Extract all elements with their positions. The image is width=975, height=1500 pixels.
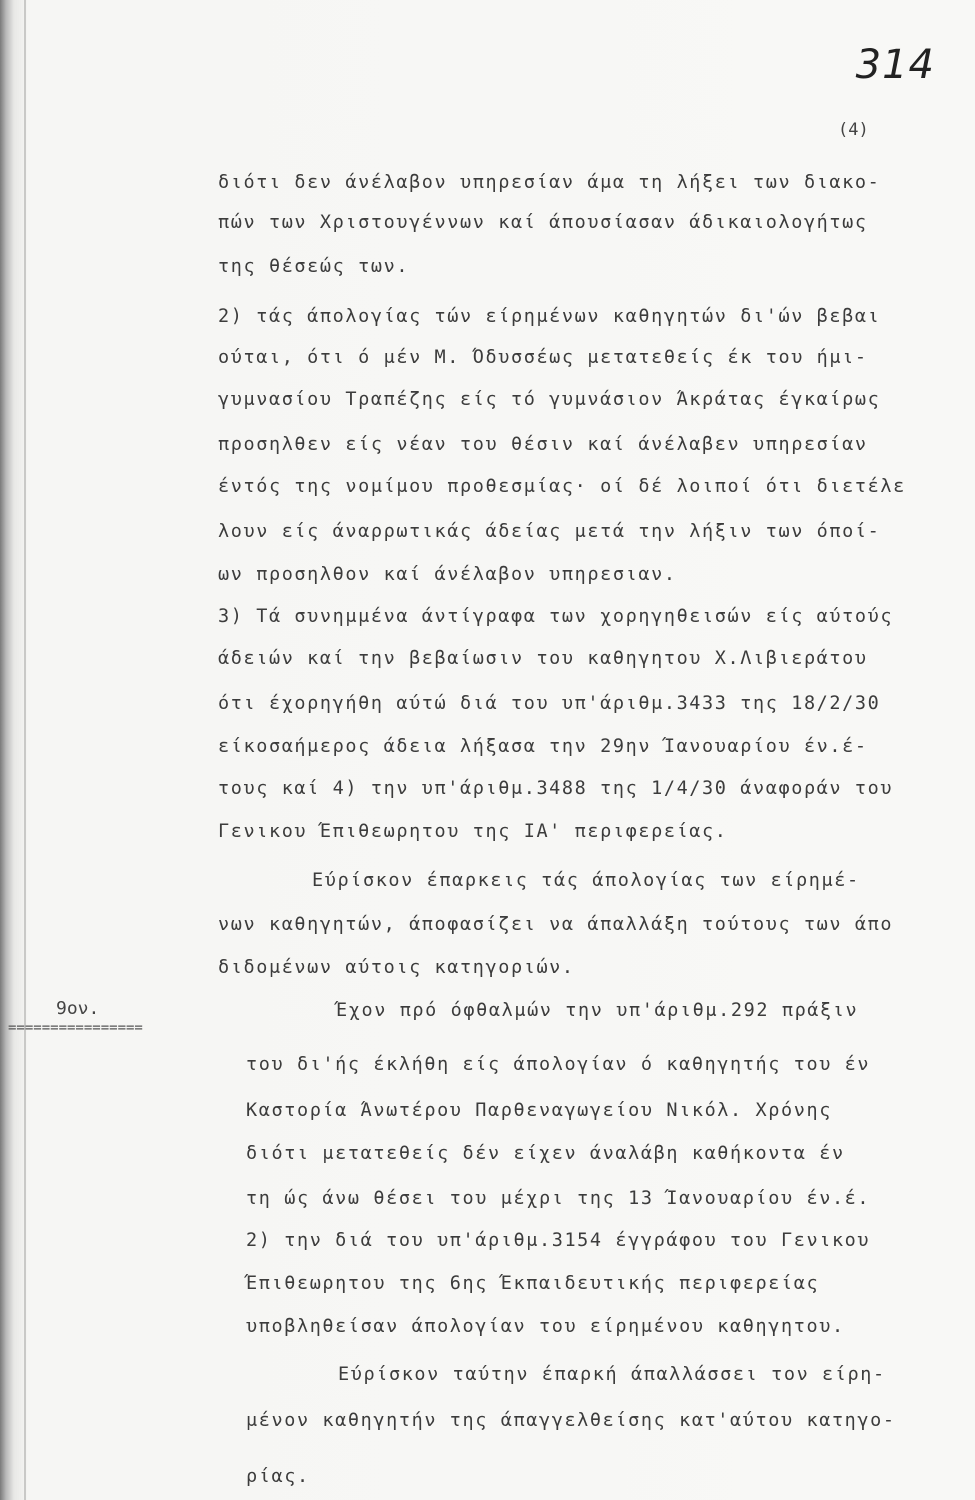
text-line: Εύρίσκον έπαρκεις τάς άπολογίας των είρημέ-: [312, 870, 860, 891]
text-line: υποβληθείσαν άπολογίαν του είρημένου καθηγητου.: [246, 1316, 845, 1337]
text-line: 2) τάς άπολογίας τών είρημένων καθηγητών δι'ών βεβαι: [218, 306, 881, 327]
text-line: νων καθηγητών, άποφασίζει να άπαλλάξη τούτους των άπο: [218, 914, 894, 935]
text-line: Εύρίσκον ταύτην έπαρκή άπαλλάσσει τον είρη-: [338, 1364, 886, 1385]
text-line: Καστορία Άνωτέρου Παρθεναγωγείου Νικόλ. Χρόνης: [246, 1100, 832, 1121]
text-line: του δι'ής έκλήθη είς άπολογίαν ό καθηγητής του έν: [246, 1054, 871, 1075]
page-number: (4): [838, 120, 869, 140]
text-line: ρίας.: [246, 1466, 310, 1487]
section-label: 9ον.: [56, 998, 100, 1019]
text-line: προσηλθεν είς νέαν του θέσιν καί άνέλαβεν υπηρεσίαν: [218, 434, 868, 455]
section-rule: ================: [8, 1020, 143, 1036]
text-line: Έχον πρό όφθαλμών την υπ'άριθμ.292 πράξιν: [336, 1000, 859, 1021]
text-line: ούται, ότι ό μέν Μ. Όδυσσέως μετατεθείς έκ του ήμι-: [218, 347, 868, 368]
text-line: διότι μετατεθείς δέν είχεν άναλάβη καθήκοντα έν: [246, 1143, 845, 1164]
text-line: διδομένων αύτοις κατηγοριών.: [218, 957, 575, 978]
text-line: ότι έχορηγήθη αύτώ διά του υπ'άριθμ.3433 της 18/2/30: [218, 693, 881, 714]
text-line: πών των Χριστουγέννων καί άπουσίασαν άδικαιολογήτως: [218, 212, 868, 233]
text-line: 3) Τά συνημμένα άντίγραφα των χορηγηθεισών είς αύτούς: [218, 606, 894, 627]
text-line: είκοσαήμερος άδεια λήξασα την 29ην Ίανουαρίου έν.έ-: [218, 736, 868, 757]
binding-edge: [24, 0, 26, 1500]
text-line: Έπιθεωρητου της 6ης Έκπαιδευτικής περιφερείας: [246, 1273, 820, 1294]
text-line: λουν είς άναρρωτικάς άδείας μετά την λήξιν των όποί-: [218, 521, 881, 542]
text-line: ων προσηλθον καί άνέλαβον υπηρεσιαν.: [218, 564, 677, 585]
text-line: γυμνασίου Τραπέζης είς τό γυμνάσιον Άκράτας έγκαίρως: [218, 389, 881, 410]
text-line: τη ώς άνω θέσει του μέχρι της 13 Ίανουαρίου έν.έ.: [246, 1188, 871, 1209]
text-line: έντός της νομίμου προθεσμίας· οί δέ λοιποί ότι διετέλε: [218, 476, 906, 497]
text-line: διότι δεν άνέλαβον υπηρεσίαν άμα τη λήξει των διακο-: [218, 172, 881, 193]
text-line: Γενικου Έπιθεωρητου της ΙΑ' περιφερείας.: [218, 821, 728, 842]
text-line: της θέσεώς των.: [218, 256, 410, 277]
text-line: 2) την διά του υπ'άριθμ.3154 έγγράφου του Γενικου: [246, 1230, 871, 1251]
text-line: άδειών καί την βεβαίωσιν του καθηγητου Χ.Λιβιεράτου: [218, 648, 868, 669]
folio-number: 314: [855, 42, 935, 88]
text-line: τους καί 4) την υπ'άριθμ.3488 της 1/4/30 άναφοράν του: [218, 778, 894, 799]
text-line: μένον καθηγητήν της άπαγγελθείσης κατ'αύτου κατηγο-: [246, 1410, 896, 1431]
